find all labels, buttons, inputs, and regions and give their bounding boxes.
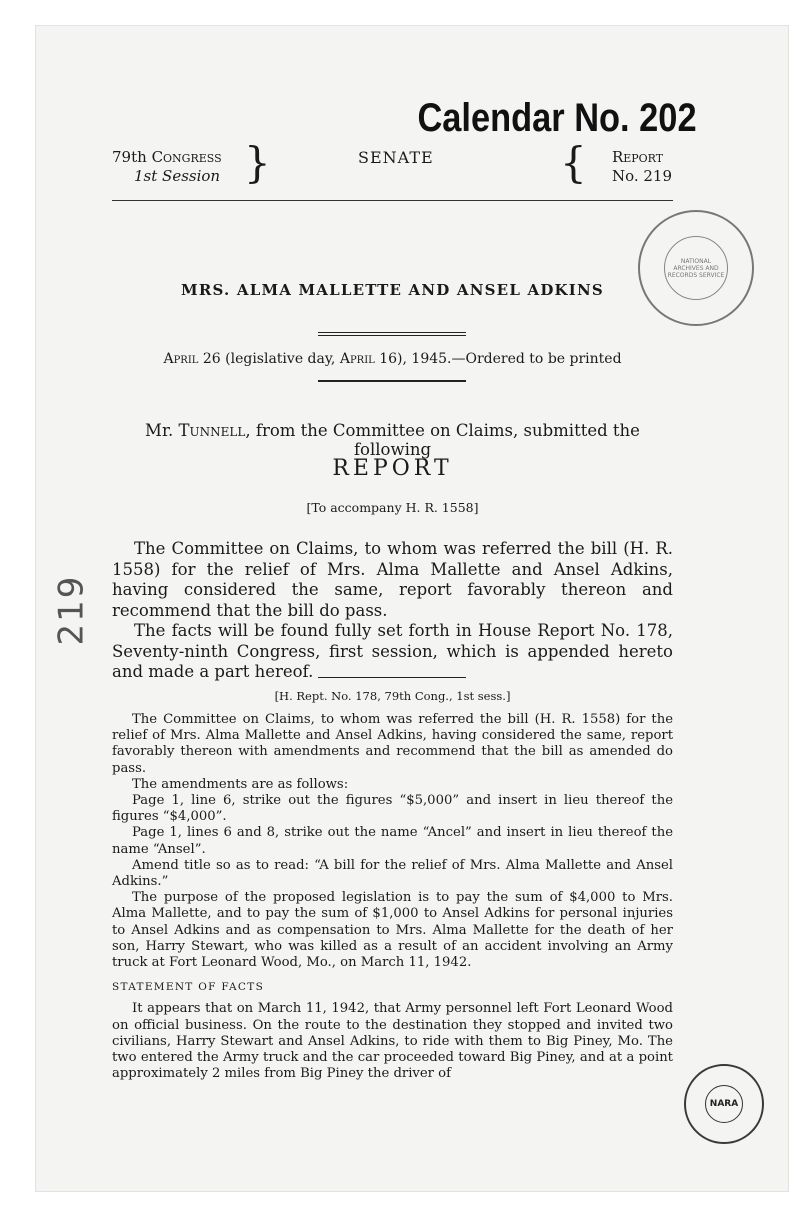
title-rule (318, 332, 466, 336)
report-header (112, 138, 672, 192)
report-number: No. 219 (611, 167, 672, 185)
header-rule (112, 200, 673, 201)
congress-word: Congress (151, 148, 222, 166)
body-paragraph: Page 1, line 6, strike out the figures “$5,000” and insert in lieu thereof the figures “$4,000”. (112, 793, 673, 825)
body-paragraph: The purpose of the proposed legislation is to pay the sum of $4,000 to Mrs. Alma Mallette, and to pay the sum of $1,000 to Ansel Adkins for personal injuries to Ansel Adkins and as compensation to Mrs. Alma Mallette for the death of her son, Harry Stewart, who was killed as a result of an accident involving an Army truck at Fort Leonard Wood, Mo., on March 11, 1942. (112, 890, 673, 971)
report-number-block (612, 148, 672, 186)
left-brace-icon: { (560, 138, 587, 187)
body-paragraph: Page 1, lines 6 and 8, strike out the name “Ancel” and insert in lieu thereof the name “Ansel”. (112, 825, 673, 857)
dateline-rule (318, 380, 466, 382)
senator-name: Tunnell (178, 421, 246, 440)
congress-session (112, 148, 222, 186)
chamber-label: SENATE (358, 148, 434, 167)
calendar-number: Calendar No. 202 (417, 96, 697, 140)
facts-paragraph: It appears that on March 11, 1942, that Army personnel left Fort Leonard Wood on official business. On the route to the destination they stopped and invited two civilians, Harry Stewart and Ansel Adkins, to ride with them to Big Piney, Mo. The two entered the Army truck and the car proceeded toward Big Piney, and at a point approximately 2 miles from Big Piney the driver of (112, 1001, 673, 1082)
section-rule (318, 677, 466, 678)
dateline: April 26 (legislative day, April 16), 1945.—Ordered to be printed (163, 351, 622, 367)
report-label: Report (611, 148, 664, 166)
facts-heading: STATEMENT OF FACTS (112, 981, 265, 994)
summary-paragraph: The facts will be found fully set forth in House Report No. 178, Seventy-ninth Congress, first session, which is appended hereto and made a part hereof. (112, 621, 673, 681)
congress-number: 79th (112, 148, 147, 166)
house-report-body (112, 712, 673, 1082)
session-label: 1st Session (134, 167, 221, 185)
submitted-by-line: Mr. Tunnell, from the Committee on Claims, submitted the following (145, 421, 640, 459)
truman-library-stamp: NATIONAL ARCHIVES AND RECORDS SERVICE (638, 210, 754, 326)
report-heading: REPORT (332, 456, 453, 481)
body-paragraph: Amend title so as to read: “A bill for the relief of Mrs. Alma Mallette and Ansel Adkins.” (112, 857, 673, 890)
summary-paragraph: The Committee on Claims, to whom was referred the bill (H. R. 1558) for the relief of Mrs. Alma Mallette and Ansel Adkins, having considered the same, report favorably thereon and recommend that the bill do pass. (112, 539, 673, 620)
report-title: MRS. ALMA MALLETTE AND ANSEL ADKINS (181, 281, 604, 299)
committee-summary (112, 539, 673, 683)
nara-stamp: NARA (684, 1064, 764, 1144)
body-paragraph: The Committee on Claims, to whom was referred the bill (H. R. 1558) for the relief of Mrs. Alma Mallette and Ansel Adkins, having considered the same, report favorably thereon with amendments and recommend that the bill as amended do pass. (112, 712, 673, 776)
body-paragraph: The amendments are as follows: (132, 776, 349, 792)
accompany-bill: [To accompany H. R. 1558] (306, 500, 479, 515)
house-report-reference: [H. Rept. No. 178, 79th Cong., 1st sess.] (274, 689, 511, 703)
handwritten-page-number: 219 (51, 574, 92, 646)
right-brace-icon: } (244, 138, 271, 187)
